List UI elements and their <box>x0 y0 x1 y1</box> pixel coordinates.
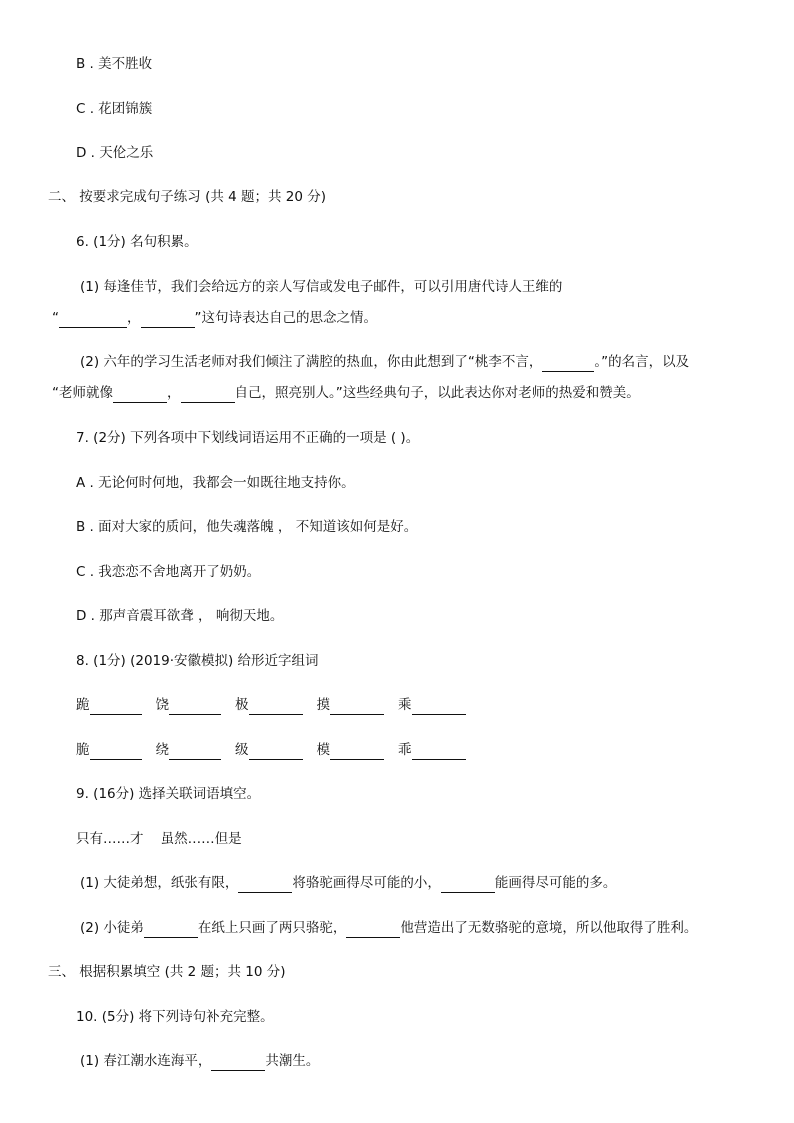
answer-blank[interactable] <box>144 923 198 938</box>
char: 极 <box>235 697 249 713</box>
option-b: B . 美不胜收 <box>76 56 153 72</box>
question-6-part1-line1: (1) 每逢佳节，我们会给远方的亲人写信或发电子邮件，可以引用唐代诗人王维的 <box>80 279 563 295</box>
answer-blank[interactable] <box>330 700 384 715</box>
char: 脆 <box>76 742 90 758</box>
answer-blank[interactable] <box>249 700 303 715</box>
char: 摸 <box>316 697 330 713</box>
word-row-1 <box>76 695 466 715</box>
question-10-head: 10. (5分) 将下列诗句补充完整。 <box>76 1009 274 1025</box>
option-b: B . 面对大家的质问，他失魂落魄 ， 不知道该如何是好。 <box>76 519 418 535</box>
char: 乘 <box>398 697 412 713</box>
section-2-title: 二、 按要求完成句子练习 (共 4 题；共 20 分) <box>48 189 327 205</box>
answer-blank[interactable] <box>141 313 195 328</box>
answer-blank[interactable] <box>249 745 303 760</box>
answer-blank[interactable] <box>59 313 127 328</box>
question-6-head: 6. (1分) 名句积累。 <box>76 234 198 250</box>
text: 能画得尽可能的多。 <box>494 875 617 891</box>
char: 绕 <box>155 742 169 758</box>
word-row-2 <box>76 740 466 760</box>
char: 级 <box>235 742 249 758</box>
question-6-part2-line1 <box>80 352 689 372</box>
question-9-part1 <box>80 873 616 893</box>
answer-blank[interactable] <box>211 1056 265 1071</box>
answer-blank[interactable] <box>90 700 142 715</box>
section-3-title: 三、 根据积累填空 (共 2 题；共 10 分) <box>48 964 286 980</box>
text: ”这句诗表达自己的思念之情。 <box>194 310 377 326</box>
char: 模 <box>316 742 330 758</box>
quote-open: “ <box>52 310 59 326</box>
answer-blank[interactable] <box>113 388 167 403</box>
text: 将骆驼画得尽可能的小， <box>292 875 441 891</box>
answer-blank[interactable] <box>441 878 495 893</box>
text: (1) 大徒弟想，纸张有限， <box>80 875 239 891</box>
text: (2) 小徒弟 <box>80 920 144 936</box>
question-8-head: 8. (1分) (2019·安徽模拟) 给形近字组词 <box>76 653 319 669</box>
option-a: A . 无论何时何地，我都会一如既往地支持你。 <box>76 475 355 491</box>
answer-blank[interactable] <box>346 923 400 938</box>
text: 在纸上只画了两只骆驼， <box>197 920 347 936</box>
question-6-part2-line2 <box>52 383 640 403</box>
connective-options: 只有……才 虽然……但是 <box>76 831 242 847</box>
text: 他营造出了无数骆驼的意境，所以他取得了胜利。 <box>400 920 698 936</box>
char: 饶 <box>155 697 169 713</box>
text: (1) 春江潮水连海平， <box>80 1053 212 1069</box>
text: “老师就像 <box>52 385 113 401</box>
question-10-part1 <box>80 1051 319 1071</box>
option-d: D . 天伦之乐 <box>76 145 154 161</box>
answer-blank[interactable] <box>542 357 594 372</box>
option-d: D . 那声音震耳欲聋 ， 响彻天地。 <box>76 608 284 624</box>
answer-blank[interactable] <box>238 878 292 893</box>
question-6-part1-line2 <box>52 308 377 328</box>
question-9-part2 <box>80 918 697 938</box>
answer-blank[interactable] <box>412 700 466 715</box>
comma: ， <box>167 385 181 401</box>
char: 乖 <box>398 742 412 758</box>
answer-blank[interactable] <box>412 745 466 760</box>
text: (2) 六年的学习生活老师对我们倾注了满腔的热血，你由此想到了“桃李不言， <box>80 354 543 370</box>
text: 共潮生。 <box>265 1053 320 1069</box>
answer-blank[interactable] <box>90 745 142 760</box>
answer-blank[interactable] <box>169 700 221 715</box>
answer-blank[interactable] <box>181 388 235 403</box>
answer-blank[interactable] <box>169 745 221 760</box>
answer-blank[interactable] <box>330 745 384 760</box>
question-7-head: 7. (2分) 下列各项中下划线词语运用不正确的一项是 ( )。 <box>76 430 420 446</box>
question-9-head: 9. (16分) 选择关联词语填空。 <box>76 786 261 802</box>
text: 。”的名言，以及 <box>594 354 690 370</box>
option-c: C . 花团锦簇 <box>76 101 153 117</box>
char: 跪 <box>76 697 90 713</box>
comma: ， <box>127 310 141 326</box>
option-c: C . 我恋恋不舍地离开了奶奶。 <box>76 564 261 580</box>
text: 自己，照亮别人。”这些经典句子，以此表达你对老师的热爱和赞美。 <box>234 385 640 401</box>
